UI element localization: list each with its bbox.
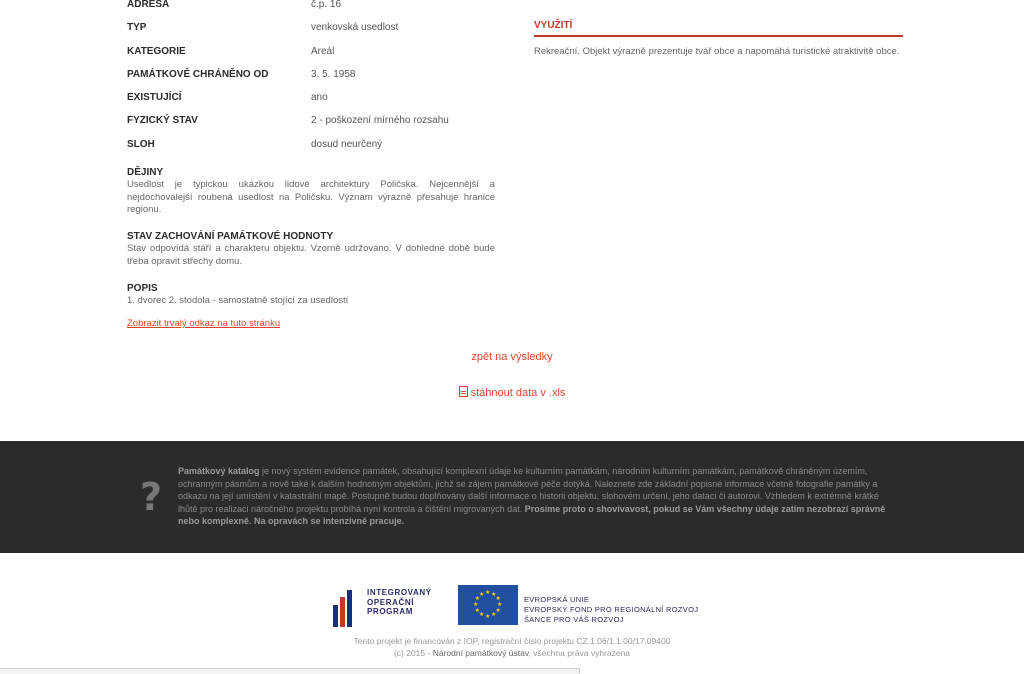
attribute-value: 3. 5. 1958 bbox=[311, 68, 356, 80]
info-text bbox=[178, 465, 888, 528]
iop-line: PROGRAM bbox=[367, 607, 413, 616]
attribute-label: FYZICKÝ STAV bbox=[127, 115, 198, 127]
vyuziti-title: VYUŽITÍ bbox=[534, 20, 903, 37]
attribute-row bbox=[127, 134, 495, 157]
funding-note: Tento projekt je financován z IOP, registrační číslo projektu CZ.1.06/1.1.00/17.09400 bbox=[353, 636, 671, 646]
permalink-link[interactable]: Zobrazit trvalý odkaz na tuto stránku bbox=[127, 318, 281, 329]
copyright-prefix: (c) 2015 - bbox=[393, 648, 433, 658]
info-main-text: je nový systém evidence památek, obsahující komplexní údaje ke kulturním památkám, národním kulturním památkám, památkově chráněným územím, ochranným pásmům a nově také k dalším hodnotným objektům, jichž se zájem památkové péče dotýká. Naleznete zde základní popisné informace včetně fotografie památky a odkazu na její umístění v katastrální mapě. Postupně budou doplňovány další informace o historii objektu, slohovém určení, jeho dataci či autorovi. Vzhledem k extrémně krátké lhůtě pro realizaci náročného projektu probíhá nyní kontrola a čištění migrovaných dat. bbox=[178, 466, 879, 514]
file-xls-icon bbox=[459, 386, 468, 397]
attribute-value: ano bbox=[311, 92, 328, 104]
section-stav bbox=[127, 230, 495, 268]
eu-star-icon: ★ bbox=[485, 614, 491, 620]
attribute-value: venkovská usedlost bbox=[311, 22, 399, 34]
attributes-column bbox=[127, 0, 495, 329]
attribute-value: dosud neurčený bbox=[311, 138, 383, 150]
eu-star-icon: ★ bbox=[491, 612, 497, 619]
attribute-row bbox=[127, 64, 495, 87]
download-xls-label: stáhnout data v .xls bbox=[470, 387, 566, 399]
eu-star-icon: ★ bbox=[495, 596, 501, 602]
eu-star-icon: ★ bbox=[474, 596, 480, 602]
attribute-value: č.p. 16 bbox=[311, 0, 342, 10]
eu-star-icon: ★ bbox=[491, 591, 497, 598]
iop-line: OPERAČNÍ bbox=[367, 597, 415, 607]
eu-flag-icon bbox=[458, 585, 518, 625]
copyright bbox=[0, 648, 1024, 658]
copyright-suffix: , všechna práva vyhrazena bbox=[528, 648, 631, 658]
eu-star-icon: ★ bbox=[497, 602, 503, 608]
eu-star-icon: ★ bbox=[485, 590, 491, 596]
eu-line: EVROPSKÁ UNIE bbox=[524, 595, 590, 604]
back-to-results-link[interactable]: zpět na výsledky bbox=[471, 351, 553, 363]
browser-statusbar bbox=[0, 668, 580, 674]
attribute-label: SLOH bbox=[127, 138, 155, 150]
attribute-row bbox=[127, 41, 495, 64]
iop-logo bbox=[333, 584, 448, 628]
vyuziti-text: Rekreační. Objekt výrazně prezentuje tvář obce a napomáhá turistické atraktivitě obce. bbox=[534, 46, 900, 57]
footer bbox=[0, 553, 1024, 674]
eu-star-icon: ★ bbox=[495, 608, 501, 614]
iop-text bbox=[367, 588, 432, 617]
attribute-row bbox=[127, 110, 495, 133]
attribute-label: EXISTUJÍCÍ bbox=[127, 92, 182, 104]
eu-line: EVROPSKÝ FOND PRO REGIONÁLNÍ ROZVOJ bbox=[524, 605, 699, 614]
attribute-row bbox=[127, 87, 495, 110]
section-text: Stav odpovídá stáří a charakteru objektu. Vzorně udržováno. V dohledné době bude třeba opravit střechy domu. bbox=[127, 243, 495, 267]
attribute-label: TYP bbox=[127, 22, 147, 34]
info-brand: Památkový katalog bbox=[178, 466, 260, 476]
eu-line: ŠANCE PRO VÁŠ ROZVOJ bbox=[524, 615, 624, 624]
attribute-row bbox=[127, 17, 495, 40]
attribute-value: Areál bbox=[311, 45, 335, 57]
section-text: Usedlost je typickou ukázkou lidové architektury Poličska. Nejcennější a nejdochovalejší roubená usedlost na Poličsku. Význam výrazně přesahuje hranice regionu. bbox=[127, 179, 495, 215]
attribute-list bbox=[127, 0, 495, 157]
eu-star-icon: ★ bbox=[479, 612, 485, 619]
download-xls-link[interactable] bbox=[0, 386, 1024, 399]
npu-link[interactable]: Národní památkový ústav bbox=[432, 648, 529, 658]
section-text: 1. dvorec 2. stodola - samostatně stojící za usedlostí bbox=[127, 295, 349, 306]
iop-line: INTEGROVANÝ bbox=[367, 588, 432, 597]
eu-star-icon: ★ bbox=[473, 602, 479, 608]
section-dejiny bbox=[127, 166, 495, 217]
attribute-label: KATEGORIE bbox=[127, 45, 186, 57]
attribute-label: PAMÁTKOVĚ CHRÁNĚNO OD bbox=[127, 68, 269, 80]
eu-star-icon: ★ bbox=[479, 591, 485, 598]
attribute-label: ADRESA bbox=[127, 0, 170, 10]
question-icon: ? bbox=[140, 475, 163, 519]
info-band bbox=[0, 441, 1024, 553]
eu-star-icon: ★ bbox=[474, 608, 480, 614]
eu-text bbox=[524, 595, 698, 625]
section-title: STAV ZACHOVÁNÍ PAMÁTKOVÉ HODNOTY bbox=[127, 231, 334, 242]
section-title: POPIS bbox=[127, 283, 158, 294]
section-popis bbox=[127, 282, 495, 308]
section-title: DĚJINY bbox=[127, 167, 164, 178]
iop-bars-icon bbox=[333, 587, 363, 627]
attribute-value: 2 - poškození mírného rozsahu bbox=[311, 115, 449, 127]
info-bold-text: Prosíme proto o shovívavost, pokud se Vám všechny údaje zatím nezobrazí správně nebo komplexně. Na opravách se intenzivně pracuje. bbox=[178, 503, 886, 526]
attribute-row bbox=[127, 0, 495, 17]
